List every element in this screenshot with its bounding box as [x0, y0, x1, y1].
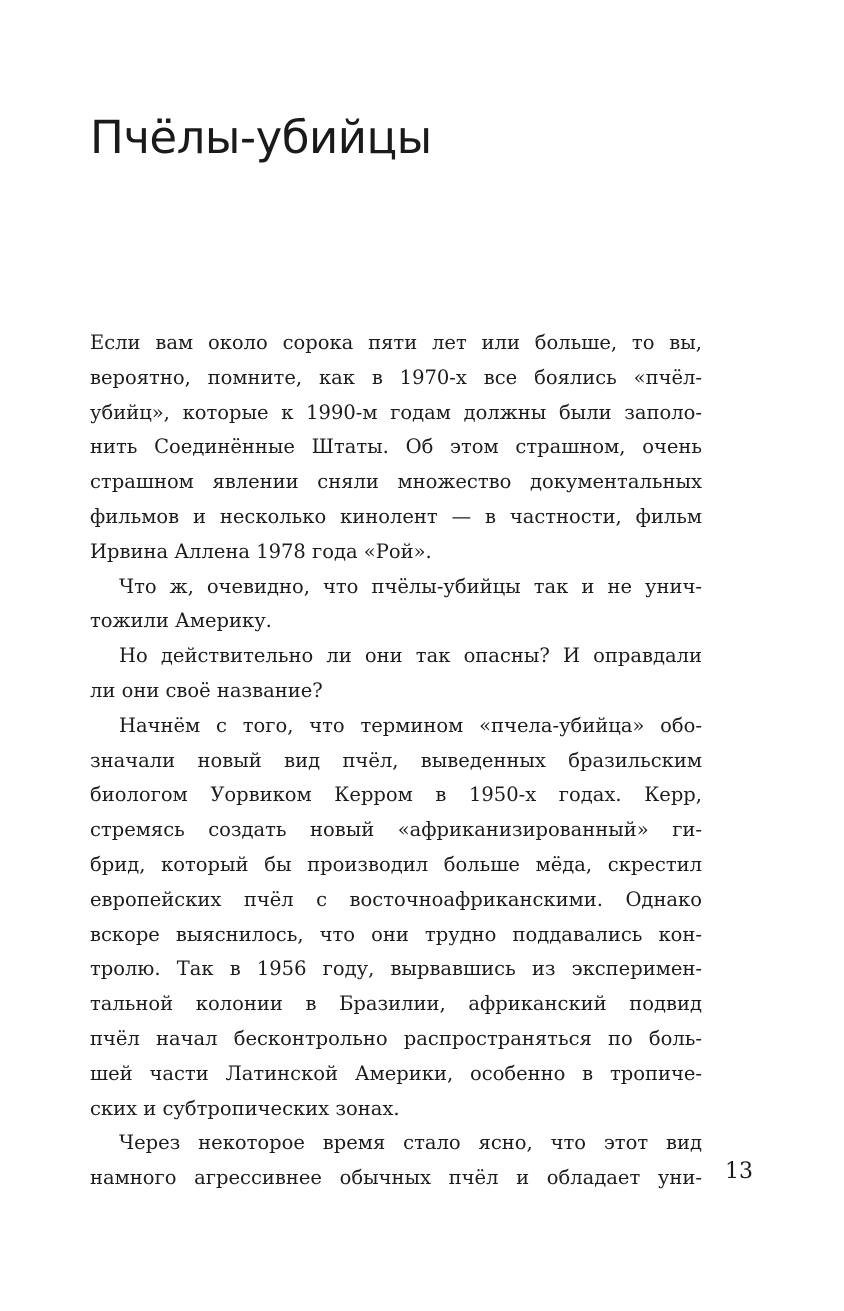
text-line: ли они своё название? — [90, 679, 323, 702]
text-line: тальной колонии в Бразилии, африканский подвид — [90, 992, 702, 1016]
text-line: шей части Латинской Америки, особенно в тропиче- — [90, 1061, 702, 1085]
text-line: убийц», которые к 1990-м годам должны были заполо- — [90, 400, 702, 424]
text-line: ских и субтропических зонах. — [90, 1096, 400, 1120]
text-line: биологом Уорвиком Керром в 1950-х годах. Керр, — [90, 783, 702, 807]
text-line: страшном явлении сняли множество документальных — [90, 470, 702, 494]
chapter-title: Пчёлы-убийцы — [90, 111, 432, 164]
text-line: Что ж, очевидно, что пчёлы-убийцы так и не унич- — [119, 574, 702, 598]
text-line: вероятно, помните, как в 1970-х все боялись «пчёл- — [90, 365, 702, 389]
text-line: тролю. Так в 1956 году, вырвавшись из эксперимен- — [90, 957, 702, 981]
text-line: тожили Америку. — [90, 609, 272, 633]
text-line: нить Соединённые Штаты. Об этом страшном, очень — [90, 435, 702, 459]
text-line: стремясь создать новый «африканизированный» ги- — [90, 818, 702, 842]
text-line: значали новый вид пчёл, выведенных бразильским — [90, 748, 702, 772]
text-line: пчёл начал бесконтрольно распространяться по боль- — [90, 1027, 702, 1050]
text-line: Через некоторое время стало ясно, что этот вид — [119, 1131, 702, 1155]
text-line: Если вам около сорока пяти лет или больше, то вы, — [90, 331, 702, 354]
text-line: намного агрессивнее обычных пчёл и обладает уни- — [90, 1166, 702, 1190]
text-line: фильмов и несколько кинолент — в частности, фильм — [90, 505, 702, 528]
text-line: Начнём с того, что термином «пчела-убийца» обо- — [119, 713, 702, 737]
text-line: брид, который бы производил больше мёда, скрестил — [90, 853, 702, 876]
text-line: Но действительно ли они так опасны? И оправдали — [119, 644, 702, 668]
text-line: Ирвина Аллена 1978 года «Рой». — [90, 539, 432, 563]
page-number: 13 — [725, 1159, 753, 1184]
text-line: европейских пчёл с восточноафриканскими. Однако — [90, 887, 702, 911]
text-line: вскоре выяснилось, что они трудно поддавались кон- — [90, 922, 702, 946]
